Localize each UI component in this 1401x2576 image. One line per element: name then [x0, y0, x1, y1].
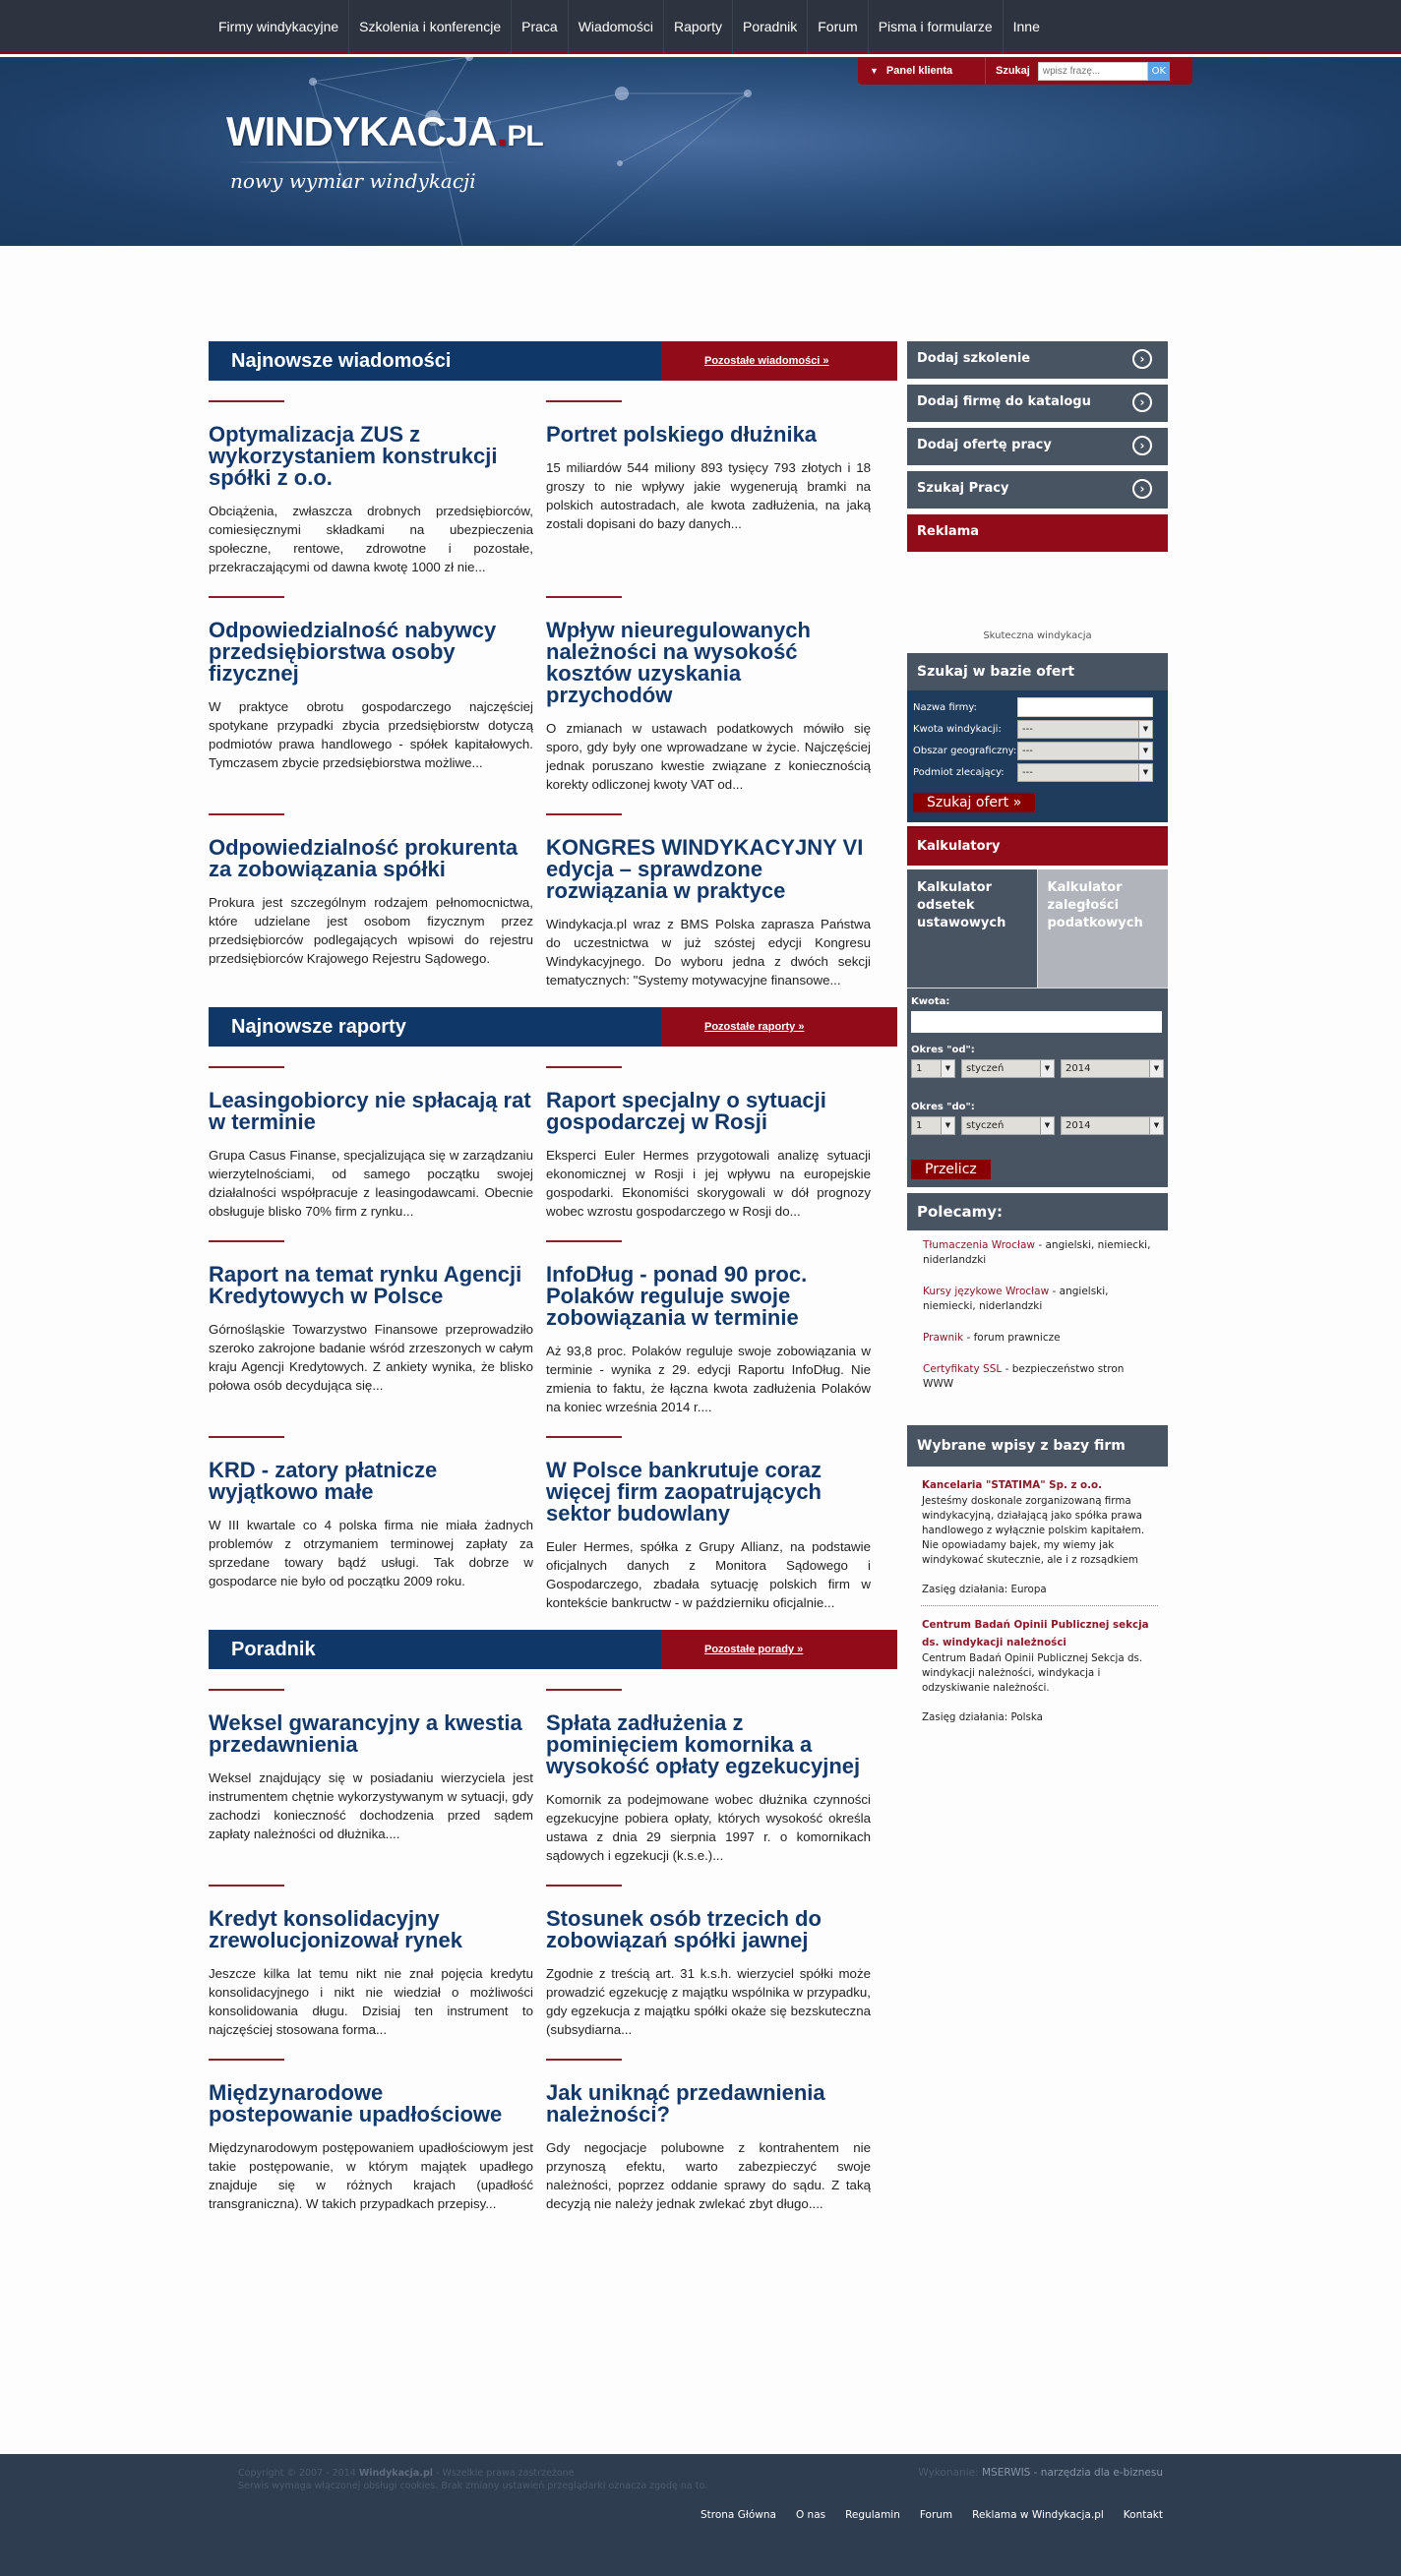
article-excerpt: Górnośląskie Towarzystwo Finansowe przeprowadziło szeroko zakrojone badanie wśród zrzeszonych w całym kraju Agencji Kredytowych. Z ankiety wynika, że blisko połowa osób decydująca się... [209, 1322, 533, 1393]
recommended-item [923, 1238, 1152, 1268]
calculator-form [907, 988, 1168, 1187]
article-excerpt: W III kwartale co 4 polska firma nie miała żadnych problemów z otrzymaniem terminowej zapłaty za sprzedane towary bądź usługi. Tak dobrze w gospodarce nie było od początku 2009 roku. [209, 1518, 533, 1588]
credit [918, 2467, 1163, 2479]
article-excerpt: Komornik za podejmowane wobec dłużnika czynności egzekucyjne pobiera opłaty, których wysokość określa ustawa z dnia 29 sierpnia 1997 r. o komornikach sądowych i egzekucji (k.s.e.)... [546, 1792, 871, 1863]
article-divider [546, 1436, 622, 1438]
article-excerpt: O zmianach w ustawach podatkowych mówiło się sporo, gdy były one wprowadzane w życie. Najczęściej jednak poruszano kwestie związane z koniecznością korekty odliczonej kwoty VAT od... [546, 721, 871, 792]
calc-amount-input[interactable] [911, 1011, 1162, 1033]
article-teaser [546, 1865, 871, 2039]
article-divider [546, 1066, 622, 1068]
footer-links [700, 2509, 1163, 2521]
firm-description: Jesteśmy doskonale zorganizowaną firma windykacyjną, działającą jako spółka prawa handlowego z wyłącznie polskim kapitałem. Nie opowiadamy bajek, my wiemy jak windykować skutecznie, ale i z rozsądkiem [922, 1495, 1145, 1566]
nav-item-raporty[interactable]: Raporty [664, 0, 733, 54]
article-divider [546, 400, 622, 402]
client-type-row [913, 761, 1162, 783]
article-divider [546, 1240, 622, 1242]
article-divider [546, 2059, 622, 2061]
client-type-label: Podmiot zlecający: [913, 766, 1005, 778]
footer-link-kontakt[interactable]: Kontakt [1123, 2509, 1163, 2521]
to-month-value: styczeń [966, 1120, 1005, 1131]
article-divider [209, 2059, 284, 2061]
calculators-title: Kalkulatory [907, 826, 1168, 866]
article-divider [209, 596, 284, 598]
search-input[interactable] [1038, 62, 1148, 81]
nav-menu [209, 0, 1050, 54]
nav-item-inne[interactable]: Inne [1012, 19, 1040, 34]
sidebar-button-label: Dodaj szkolenie [917, 351, 1031, 366]
article-title-link[interactable]: Stosunek osób trzecich do zobowiązań spółki jawnej [546, 1906, 822, 1952]
nav-item-firmy-windykacyjne[interactable]: Firmy windykacyjne [209, 0, 349, 54]
client-type-select[interactable] [1017, 763, 1153, 782]
article-excerpt: Windykacja.pl wraz z BMS Polska zaprasza Państwa do uczestnictwa w już szóstej edycji Kongresu Windykacyjnego. Do wyboru jedna z dwóch sekcji tematycznych: "Systemy motywacyjne finansowe... [546, 917, 871, 988]
article-teaser [209, 794, 533, 989]
sidebar-button-label: Szukaj Pracy [917, 481, 1009, 496]
firms-title: Wybrane wpisy z bazy firm [907, 1425, 1168, 1467]
chevron-right-circle-icon: › [1132, 349, 1152, 369]
recommended-item [923, 1331, 1152, 1346]
amount-select-value: --- [1022, 723, 1033, 735]
section-title: Najnowsze wiadomości [209, 341, 661, 381]
period-from-selects [911, 1059, 1164, 1078]
firm-range: Zasięg działania: Europa [922, 1584, 1047, 1595]
content-section [209, 1630, 897, 2213]
calculator-tabs [907, 869, 1168, 988]
section-header [209, 1630, 897, 1669]
from-year-select[interactable] [1061, 1059, 1164, 1078]
article-teaser [546, 2039, 871, 2213]
article-teaser [546, 1416, 871, 1612]
client-panel-button[interactable] [858, 57, 986, 85]
period-from-label: Okres "od": [911, 1045, 975, 1055]
amount-select[interactable] [1017, 720, 1153, 739]
nav-item-praca[interactable]: Praca [512, 0, 569, 54]
region-row [913, 740, 1162, 761]
section-header [209, 1007, 897, 1047]
recommended-link[interactable]: Prawnik [923, 1332, 964, 1344]
recommended-link[interactable]: Certyfikaty SSL [923, 1363, 1003, 1375]
recommended-item [923, 1285, 1152, 1314]
article-excerpt: Grupa Casus Finanse, specjalizująca się w zarządzaniu wierzytelnościami, od samego początku swojej działalności współpracuje z leasingodawcami. Obecnie obsługuje blisko 70% firm z rynku... [209, 1148, 533, 1219]
footer-link-o-nas[interactable]: O nas [795, 2509, 826, 2521]
article-title-link[interactable]: W Polsce bankrutuje coraz więcej firm zaopatrujących sektor budowlany [546, 1458, 822, 1526]
firm-range: Zasięg działania: Polska [922, 1711, 1043, 1723]
article-divider [209, 813, 284, 815]
copyright [238, 2467, 707, 2492]
region-select-value: --- [1022, 745, 1033, 756]
client-panel-bar [858, 57, 1192, 85]
tab-interest-calculator[interactable]: Kalkulator odsetek ustawowych [907, 869, 1038, 988]
article-teaser [209, 381, 533, 576]
article-divider [209, 1066, 284, 1068]
article-teaser [209, 2039, 533, 2213]
section-more-link[interactable]: Pozostałe raporty » [661, 1007, 897, 1047]
company-name-label: Nazwa firmy: [913, 701, 977, 713]
dropdown-arrow-icon: ▼ [1138, 721, 1152, 738]
nav-item-forum[interactable]: Forum [808, 0, 868, 54]
from-year-value: 2014 [1066, 1063, 1091, 1074]
article-teaser [546, 794, 871, 989]
region-label: Obszar geograficzny: [913, 745, 1017, 756]
dropdown-arrow-icon: ▼ [1040, 1060, 1054, 1077]
content-section [209, 341, 897, 989]
reklama-label: Reklama [917, 524, 980, 539]
recommended-desc: - bezpieczeństwo stron WWW [923, 1363, 1125, 1390]
recommended-link[interactable]: Kursy językowe Wrocław [923, 1286, 1050, 1297]
article-teaser [546, 1669, 871, 1865]
firm-entry [907, 1606, 1168, 1725]
content-section [209, 1007, 897, 1612]
footer-link-forum[interactable]: Forum [919, 2509, 953, 2521]
search-ok-button[interactable]: OK [1148, 62, 1170, 81]
article-title-link[interactable]: Raport na temat rynku Agencji Kredytowych w Polsce [209, 1262, 522, 1308]
chevron-right-circle-icon: › [1132, 479, 1152, 499]
article-divider [209, 1689, 284, 1691]
top-navigation [0, 0, 1401, 54]
to-month-select[interactable] [961, 1116, 1055, 1135]
article-teaser [209, 1669, 533, 1865]
calculate-button[interactable]: Przelicz [911, 1160, 991, 1179]
nav-item-poradnik[interactable]: Poradnik [733, 0, 808, 54]
client-type-select-value: --- [1022, 766, 1033, 778]
section-more-link[interactable]: Pozostałe wiadomości » [661, 341, 897, 381]
article-teaser [546, 576, 871, 794]
offer-search-form [907, 690, 1168, 822]
article-title-link[interactable]: Leasingobiorcy nie spłacają rat w terminie [209, 1088, 531, 1134]
dropdown-arrow-icon: ▼ [1040, 1117, 1054, 1134]
article-divider [209, 1240, 284, 1242]
nav-item-wiadomosci[interactable]: Wiadomości [569, 0, 664, 54]
logo-tld: PL [507, 120, 543, 152]
firm-name-link[interactable]: Kancelaria "STATIMA" Sp. z o.o. [922, 1479, 1102, 1491]
article-divider [546, 1885, 622, 1887]
article-divider [209, 400, 284, 402]
world-network-graphic [0, 57, 1401, 246]
recommended-item [923, 1362, 1152, 1392]
copyright-brand: Windykacja.pl [358, 2468, 433, 2479]
from-day-select[interactable] [911, 1059, 955, 1078]
article-excerpt: Eksperci Euler Hermes przygotowali analizę sytuacji ekonomicznej w Rosji i jej wpływu na europejskie gospodarki. Ekonomiści skorygowali w dół prognozy wobec wzrostu gospodarczego w Rosji do... [546, 1148, 871, 1219]
firm-description: Centrum Badań Opinii Publicznej Sekcja ds. windykacji należności, windykacja i odzyskiwanie należności. [922, 1652, 1143, 1694]
sidebar-action-buttons [907, 341, 1168, 509]
article-grid [209, 381, 897, 989]
footer-link-regulamin[interactable]: Regulamin [845, 2509, 900, 2521]
article-teaser [546, 1047, 871, 1221]
to-day-value: 1 [916, 1120, 923, 1131]
logo-main: WINDYKACJA [226, 108, 497, 154]
article-title-link[interactable]: Kredyt konsolidacyjny zrewolucjonizował rynek [209, 1906, 462, 1952]
dropdown-arrow-icon: ▼ [1138, 743, 1152, 759]
article-title-link[interactable]: Optymalizacja ZUS z wykorzystaniem konstrukcji spółki z o.o. [209, 422, 498, 490]
dropdown-arrow-icon: ▼ [1149, 1060, 1163, 1077]
sidebar-button-szukaj-pracy[interactable] [907, 471, 1168, 509]
article-title-link[interactable]: Odpowiedzialność prokurenta za zobowiązania spółki [209, 835, 518, 881]
dropdown-arrow-icon: ▼ [1149, 1117, 1163, 1134]
reklama-button[interactable] [907, 514, 1168, 552]
article-title-link[interactable]: KRD - zatory płatnicze wyjątkowo małe [209, 1458, 438, 1504]
cookies-notice: Serwis wymaga włączonej obsługi cookies. Brak zmiany ustawień przeglądarki oznacza zgodę na to. [238, 2481, 708, 2491]
recommended-list [907, 1230, 1168, 1392]
article-excerpt: Obciążenia, zwłaszcza drobnych przedsiębiorców, comiesięcznymi składkami na ubezpieczenia społeczne, rentowe, zdrowotne i pozostałe, przekraczającymi od dawna kwotę 1000 zł nie... [209, 504, 533, 574]
article-title-link[interactable]: Raport specjalny o sytuacji gospodarczej w Rosji [546, 1088, 826, 1134]
chevron-right-circle-icon: › [1132, 436, 1152, 455]
to-year-value: 2014 [1066, 1120, 1091, 1131]
credit-prefix: Wykonanie: [918, 2467, 982, 2479]
from-day-value: 1 [916, 1063, 923, 1074]
company-name-row [913, 696, 1162, 718]
sidebar [907, 341, 1168, 1725]
article-teaser [209, 1047, 533, 1221]
firm-name-link[interactable]: Centrum Badań Opinii Publicznej sekcja ds. windykacji należności [922, 1619, 1149, 1648]
site-logo[interactable] [226, 108, 543, 193]
chevron-right-circle-icon: › [1132, 392, 1152, 412]
period-to-selects [911, 1116, 1164, 1135]
article-title-link[interactable]: InfoDług - ponad 90 proc. Polaków reguluje swoje zobowiązania w terminie [546, 1262, 808, 1330]
recommended-title: Polecamy: [907, 1193, 1168, 1230]
article-excerpt: Międzynarodowym postępowaniem upadłościowym jest takie postępowanie, w którym majątek upadłego znajduje się w różnych krajach (upadłość transgraniczna). W takich przypadkach przepisy... [209, 2140, 533, 2211]
article-divider [546, 1689, 622, 1691]
amount-label: Kwota windykacji: [913, 723, 1002, 735]
article-title-link[interactable]: Międzynarodowe postepowanie upadłościowe [209, 2080, 503, 2127]
article-teaser [209, 1865, 533, 2039]
amount-row [913, 718, 1162, 740]
nav-item-pisma-i-formularze[interactable]: Pisma i formularze [869, 0, 1004, 54]
article-divider [546, 813, 622, 815]
article-teaser [546, 1221, 871, 1416]
article-excerpt: Zgodnie z treścią art. 31 k.s.h. wierzyciel spółki może prowadzić egzekucję z majątku wspólnika w przypadku, gdy egzekucja z majątku spółki okaże się bezskuteczna (subsydiarna... [546, 1966, 871, 2037]
to-year-select[interactable] [1061, 1116, 1164, 1135]
article-excerpt: 15 miliardów 544 miliony 893 tysięcy 793 złotych i 18 groszy to nie wpływy jakie wygenerują bramki na polskich autostradach, ale kwota zadłużenia, na jaką zostali dopisani do bazy danych... [546, 460, 871, 531]
article-title-link[interactable]: Odpowiedzialność nabywcy przedsiębiorstwa osoby fizycznej [209, 618, 497, 686]
article-divider [546, 596, 622, 598]
amount-label: Kwota: [911, 996, 950, 1007]
credit-link[interactable]: MSERWIS - narzędzia dla e-biznesu [981, 2467, 1163, 2479]
sponsor-text[interactable]: Skuteczna windykacja [983, 630, 1092, 641]
logo-divider [236, 161, 462, 163]
client-panel-label: Panel klienta [885, 65, 953, 77]
recommended-desc: - angielski, niemiecki, niderlandzki [923, 1239, 1151, 1266]
article-title-link[interactable]: Weksel gwarancyjny a kwestia przedawnienia [209, 1710, 522, 1757]
footer-link-strona-glowna[interactable]: Strona Główna [700, 2509, 776, 2521]
footer [0, 2454, 1401, 2576]
article-grid [209, 1047, 897, 1612]
recommended-desc: - forum prawnicze [963, 1332, 1061, 1344]
to-day-select[interactable] [911, 1116, 955, 1135]
article-title-link[interactable]: Portret polskiego dłużnika [546, 422, 818, 447]
logo-wordmark [226, 108, 543, 155]
region-select[interactable] [1017, 742, 1153, 760]
article-title-link[interactable]: Wpływ nieuregulowanych należności na wysokość kosztów uzyskania przychodów [546, 618, 811, 707]
search-label: Szukaj [996, 65, 1030, 77]
nav-item-szkolenia-i-konferencje[interactable]: Szkolenia i konferencje [349, 0, 512, 54]
section-title: Poradnik [209, 1630, 661, 1669]
dropdown-arrow-icon: ▼ [941, 1117, 954, 1134]
section-more-link[interactable]: Pozostałe porady » [661, 1630, 897, 1669]
company-name-input[interactable] [1017, 697, 1153, 717]
copyright-suffix: - Wszelkie prawa zastrzeżone [433, 2468, 575, 2479]
from-month-select[interactable] [961, 1059, 1055, 1078]
article-title-link[interactable]: KONGRES WINDYKACYJNY VI edycja – sprawdzone rozwiązania w praktyce [546, 835, 864, 903]
section-title: Najnowsze raporty [209, 1007, 661, 1047]
firm-entry [907, 1467, 1168, 1597]
article-title-link[interactable]: Jak uniknąć przedawnienia należności? [546, 2080, 825, 2127]
sidebar-button-label: Dodaj firmę do katalogu [917, 394, 1091, 409]
article-divider [209, 1436, 284, 1438]
article-teaser [209, 1221, 533, 1416]
triangle-down-icon: ▼ [870, 66, 879, 76]
article-teaser [209, 1416, 533, 1612]
search-offers-button[interactable]: Szukaj ofert » [913, 793, 1035, 812]
footer-link-reklama-w-windykacja-pl[interactable]: Reklama w Windykacja.pl [972, 2509, 1104, 2521]
article-teaser [209, 576, 533, 794]
dropdown-arrow-icon: ▼ [1138, 764, 1152, 781]
article-teaser [546, 381, 871, 576]
article-excerpt: Prokura jest szczególnym rodzajem pełnomocnictwa, które udzielane jest osobom fizycznym przez przedsiębiorców podlegających wpisowi do rejestru przedsiębiorców Krajowego Rejestru Sądowego. [209, 895, 533, 966]
firms-list [907, 1467, 1168, 1725]
article-divider [209, 1885, 284, 1887]
main-content [209, 341, 897, 2213]
header-banner [0, 57, 1401, 246]
logo-tagline: nowy wymiar windykacji [230, 169, 476, 193]
dropdown-arrow-icon: ▼ [941, 1060, 954, 1077]
sidebar-button-dodaj-firme-do-katalogu[interactable] [907, 385, 1168, 422]
sidebar-button-dodaj-oferte-pracy[interactable] [907, 428, 1168, 465]
article-excerpt: W praktyce obrotu gospodarczego najczęściej spotykane przypadki zbycia przedsiębiorstw dotyczą podmiotów prawa handlowego - spółek kapitałowych. Tymczasem zbycie przedsiębiorstwa możliwe... [209, 699, 533, 770]
period-to-label: Okres "do": [911, 1102, 975, 1112]
article-excerpt: Euler Hermes, spółka z Grupy Allianz, na podstawie oficjalnych danych z Monitora Sądowego i Gospodarczego, zbadała sytuację polskich firm w kontekście bankructw - w październiku oficjalnie... [546, 1539, 871, 1610]
article-excerpt: Aż 93,8 proc. Polaków reguluje swoje zobowiązania w terminie - wynika z 29. edycji Raportu InfoDług. Nie zmienia to faktu, że łączna kwota zadłużenia Polaków na koniec września 2014 r.... [546, 1344, 871, 1414]
article-title-link[interactable]: Spłata zadłużenia z pominięciem komornika a wysokość opłaty egzekucyjnej [546, 1710, 861, 1778]
article-grid [209, 1669, 897, 2213]
recommended-link[interactable]: Tłumaczenia Wrocław [923, 1239, 1036, 1251]
article-excerpt: Weksel znajdujący się w posiadaniu wierzyciela jest instrumentem chętnie wykorzystywanym w sytuacji, gdy zachodzi konieczność dochodzenia przed sądem zapłaty należności od dłużnika.... [209, 1770, 533, 1841]
logo-dot: . [496, 108, 508, 154]
sidebar-button-label: Dodaj ofertę pracy [917, 438, 1052, 452]
sidebar-button-dodaj-szkolenie[interactable] [907, 341, 1168, 379]
article-excerpt: Jeszcze kilka lat temu nikt nie znał pojęcia kredytu konsolidacyjnego i nikt nie wiedział o możliwości konsolidowania długu. Dzisiaj ten instrument to najczęściej stosowana forma... [209, 1966, 533, 2037]
from-month-value: styczeń [966, 1063, 1005, 1074]
article-excerpt: Gdy negocjacje polubowne z kontrahentem nie przynoszą efektu, warto zabezpieczyć swoje należności, poprzez oddanie sprawy do sądu. Z taką decyzją nie należy jednak zwlekać zbyt długo.... [546, 2140, 871, 2211]
offer-search-title: Szukaj w bazie ofert [907, 653, 1168, 690]
tab-tax-arrears-calculator[interactable]: Kalkulator zaległości podatkowych [1038, 869, 1169, 988]
recommended-desc: - angielski, niemiecki, niderlandzki [923, 1286, 1109, 1312]
copyright-prefix: Copyright © 2007 - 2014 [238, 2468, 359, 2479]
section-header [209, 341, 897, 381]
